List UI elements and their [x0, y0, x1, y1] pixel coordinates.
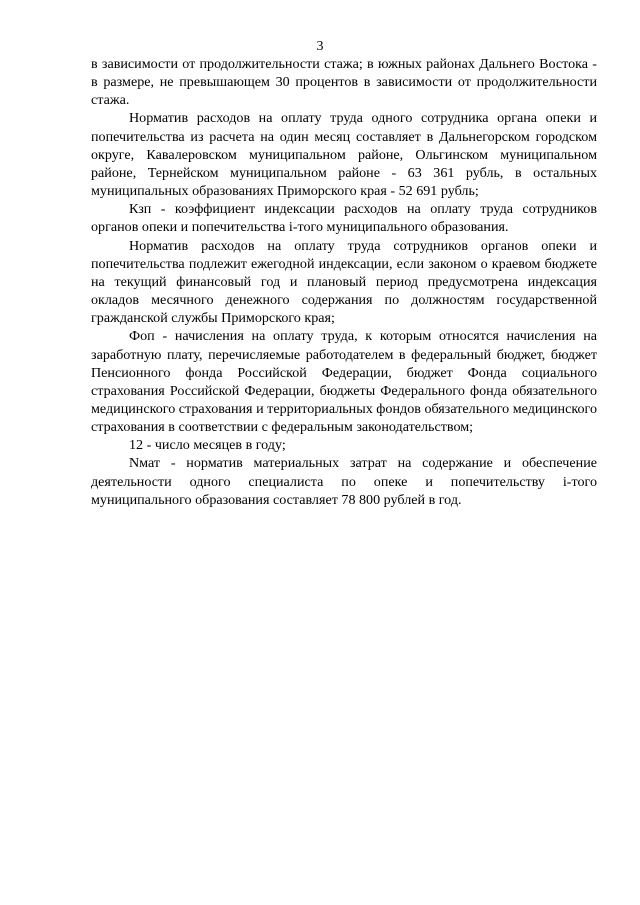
paragraph-kzp-definition: Кзп - коэффициент индексации расходов на оплату труда сотрудников органов опеки и попечительства i-того муниципального образования. [91, 201, 597, 236]
paragraph-norm-indexation: Норматив расходов на оплату труда сотрудников органов опеки и попечительства подлежит ежегодной индексации, если законом о краевом бюджете на текущий финансовый год и плановый период предусмотрена индексация окладов месячного денежного содержания по должностям государственной гражданской службы Приморского края; [91, 237, 597, 327]
paragraph-fop-definition: Фоп - начисления на оплату труда, к которым относятся начисления на заработную плату, перечисляемые работодателем в федеральный бюджет, бюджет Пенсионного фонда Российской Федерации, бюджет Фонда социального страхования Российской Федерации, бюджеты Федерального фонда обязательного медицинского страхования и территориальных фондов обязательного медицинского страхования в соответствии с федеральным законодательством; [91, 328, 597, 436]
paragraph-norm-per-employee: Норматив расходов на оплату труда одного сотрудника органа опеки и попечительства из расчета на один месяц составляет в Дальнегорском городском округе, Кавалеровском муниципальном районе, Ольгинском муниципальном районе, Тернейском муниципальном районе - 63 361 рубль, в остальных муниципальных образованиях Приморского края - 52 691 рубль; [91, 110, 597, 200]
paragraph-nmat-definition: Nмат - норматив материальных затрат на содержание и обеспечение деятельности одного специалиста по опеке и попечительству i-того муниципального образования составляет 78 800 рублей в год. [91, 455, 597, 508]
page-number: 3 [316, 39, 324, 54]
document-body [91, 55, 597, 509]
paragraph-stazh-continuation: в зависимости от продолжительности стажа; в южных районах Дальнего Востока - в размере, не превышающем 30 процентов в зависимости от продолжительности стажа. [91, 56, 597, 109]
paragraph-months-count: 12 - число месяцев в году; [129, 437, 286, 454]
